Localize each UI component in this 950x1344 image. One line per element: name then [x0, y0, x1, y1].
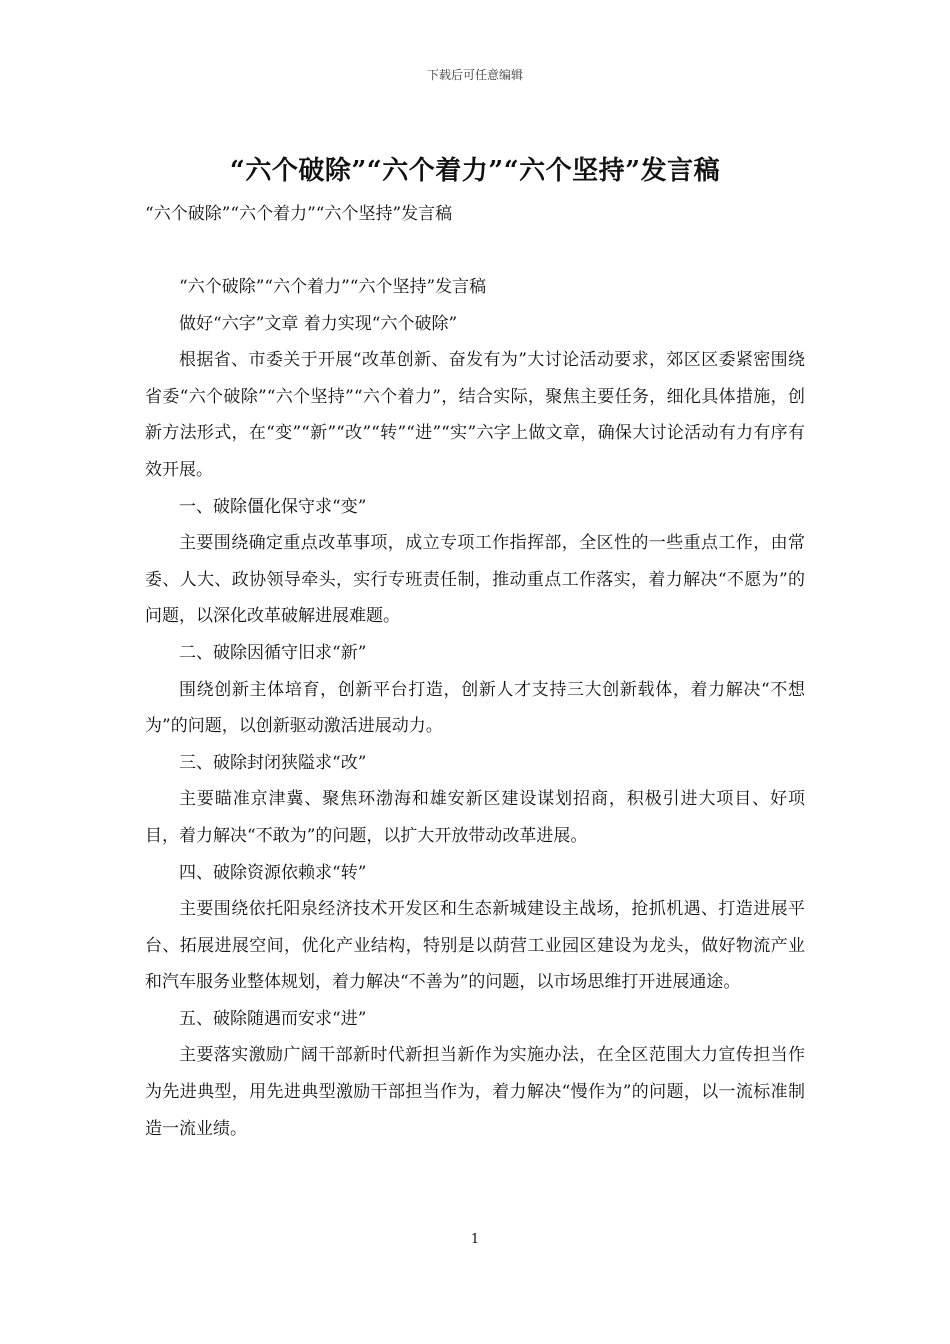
section-heading-3: 三、破除封闭狭隘求“改” — [179, 752, 367, 773]
paragraph-lead-heading: 做好“六字”文章 着力实现“六个破除” — [179, 313, 458, 334]
section-body-3: 主要瞄准京津冀、聚焦环渤海和雄安新区建设谋划招商，积极引进大项目、好项目，着力解决“不敢为”的问题，以扩大开放带动改革进展。 — [145, 789, 805, 846]
document-title: “六个破除”“六个着力”“六个坚持”发言稿 — [229, 156, 721, 186]
section-heading-4: 四、破除资源依赖求“转” — [179, 862, 367, 883]
page-header: 下载后可任意编辑 — [426, 68, 523, 82]
section-body-5: 主要落实激励广阔干部新时代新担当新作为实施办法，在全区范围大力宣传担当作为先进典型，用先进典型激励干部担当作为，着力解决“慢作为”的问题，以一流标准制造一流业绩。 — [145, 1045, 805, 1139]
section-heading-5: 五、破除随遇而安求“进” — [179, 1008, 367, 1029]
section-body-1: 主要围绕确定重点改革事项，成立专项工作指挥部，全区性的一些重点工作，由常委、人大、政协领导牵头，实行专班责任制，推动重点工作落实，着力解决“不愿为”的问题，以深化改革破解进展难题。 — [145, 533, 805, 627]
section-heading-2: 二、破除因循守旧求“新” — [179, 642, 367, 663]
section-body-4: 主要围绕依托阳泉经济技术开发区和生态新城建设主战场，抢抓机遇、打造进展平台、拓展进展空间，优化产业结构，特别是以荫营工业园区建设为龙头，做好物流产业和汽车服务业整体规划，着力解决“不善为”的问题，以市场思维打开进展通途。 — [145, 899, 805, 993]
document-subtitle: “六个破除”“六个着力”“六个坚持”发言稿 — [145, 204, 453, 224]
document-body — [145, 269, 805, 1147]
page-number: 1 — [470, 1232, 480, 1247]
paragraph-title-repeat: “六个破除”“六个着力”“六个坚持”发言稿 — [179, 277, 487, 297]
section-heading-1: 一、破除僵化保守求“变” — [179, 496, 367, 517]
paragraph-intro: 根据省、市委关于开展“改革创新、奋发有为”大讨论活动要求，郊区区委紧密围绕省委“六个破除”“六个坚持”“六个着力”，结合实际，聚焦主要任务，细化具体措施，创新方法形式，在“变”“新”“改”“转”“进”“实”六字上做文章，确保大讨论活动有力有序有效开展。 — [145, 350, 805, 480]
section-body-2: 围绕创新主体培育，创新平台打造，创新人才支持三大创新载体，着力解决“不想为”的问题，以创新驱动激活进展动力。 — [145, 679, 805, 737]
